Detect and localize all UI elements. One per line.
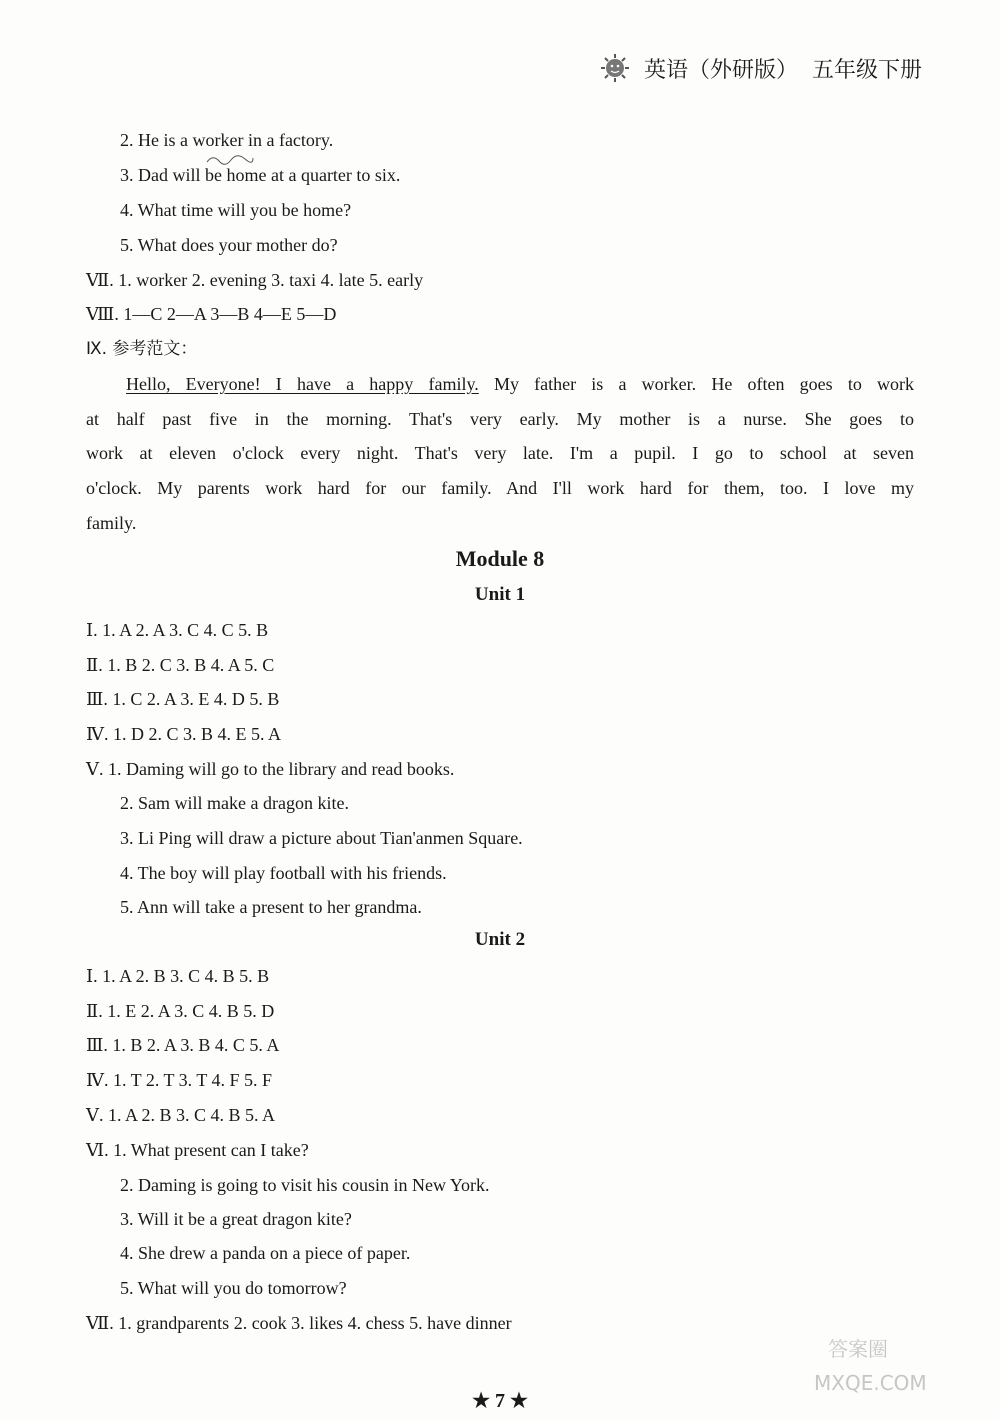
- essay-line-4: o'clock. My parents work hard for our family. And I'll work hard for them, too. I love my: [86, 478, 914, 498]
- unit1-section-ii: Ⅱ. 1. B 2. C 3. B 4. A 5. C: [86, 655, 275, 675]
- unit2-section-vi: Ⅵ. 1. What present can I take?: [86, 1140, 309, 1160]
- unit1-section-i: Ⅰ. 1. A 2. A 3. C 4. C 5. B: [86, 620, 269, 640]
- book-grade: 五年级下册: [811, 57, 922, 83]
- unit2-section-ii: Ⅱ. 1. E 2. A 3. C 4. B 5. D: [86, 1001, 275, 1021]
- answer-line: 4. The boy will play football with his friends.: [120, 863, 447, 883]
- unit1-section-v: Ⅴ. 1. Daming will go to the library and read books.: [86, 759, 455, 779]
- answer-line: 4. She drew a panda on a piece of paper.: [120, 1243, 411, 1263]
- answer-line: 3. Li Ping will draw a picture about Tian'anmen Square.: [120, 828, 523, 848]
- essay-line-3: work at eleven o'clock every night. That's very late. I'm a pupil. I go to school at seven: [86, 443, 914, 463]
- answer-line: 3. Will it be a great dragon kite?: [120, 1209, 352, 1229]
- page-header: [600, 50, 922, 86]
- unit-1-heading: Unit 1: [474, 584, 526, 605]
- watermark-url: MXQE.COM: [814, 1371, 927, 1395]
- section-vii-answers: Ⅶ. 1. worker 2. evening 3. taxi 4. late 5. early: [86, 270, 424, 290]
- unit1-section-iii: Ⅲ. 1. C 2. A 3. E 4. D 5. B: [86, 689, 280, 709]
- section-viii-answers: Ⅷ. 1—C 2—A 3—B 4—E 5—D: [86, 304, 337, 324]
- unit-2-heading: Unit 2: [474, 929, 526, 950]
- module-heading: Module 8: [455, 546, 545, 571]
- essay-line-1: [126, 372, 914, 396]
- unit2-section-iii: Ⅲ. 1. B 2. A 3. B 4. C 5. A: [86, 1035, 280, 1055]
- unit2-section-v: Ⅴ. 1. A 2. B 3. C 4. B 5. A: [86, 1105, 276, 1125]
- watermark-title: 答案圈: [828, 1337, 888, 1361]
- answer-line: 4. What time will you be home?: [120, 200, 352, 220]
- answer-line: 5. Ann will take a present to her grandma.: [120, 897, 422, 917]
- sun-logo-icon: [600, 53, 630, 83]
- essay-line-5: family.: [86, 513, 137, 533]
- page-number: ★ 7 ★: [472, 1390, 528, 1412]
- essay-underlined-opening: Hello, Everyone! I have a happy family.: [126, 374, 479, 394]
- unit2-section-i: Ⅰ. 1. A 2. B 3. C 4. B 5. B: [86, 966, 270, 986]
- answer-line: 2. He is a worker in a factory.: [120, 130, 334, 150]
- watermark-logo: [808, 1322, 978, 1402]
- answer-line: 2. Daming is going to visit his cousin in New York.: [120, 1175, 490, 1195]
- answer-line: 5. What does your mother do?: [120, 235, 338, 255]
- unit1-section-iv: Ⅳ. 1. D 2. C 3. B 4. E 5. A: [86, 724, 281, 744]
- section-ix-label: Ⅸ. 参考范文：: [86, 339, 198, 359]
- answer-line: 2. Sam will make a dragon kite.: [120, 793, 349, 813]
- essay-line-2: at half past five in the morning. That's very early. My mother is a nurse. She goes to: [86, 409, 914, 429]
- answer-line: 5. What will you do tomorrow?: [120, 1278, 347, 1298]
- unit2-section-vii: Ⅶ. 1. grandparents 2. cook 3. likes 4. chess 5. have dinner: [86, 1313, 512, 1333]
- book-title: 英语（外研版）: [643, 57, 798, 83]
- answer-line: 3. Dad will be home at a quarter to six.: [120, 165, 401, 185]
- essay-text: My father is a worker. He often goes to work: [478, 374, 914, 394]
- unit2-section-iv: Ⅳ. 1. T 2. T 3. T 4. F 5. F: [86, 1070, 273, 1090]
